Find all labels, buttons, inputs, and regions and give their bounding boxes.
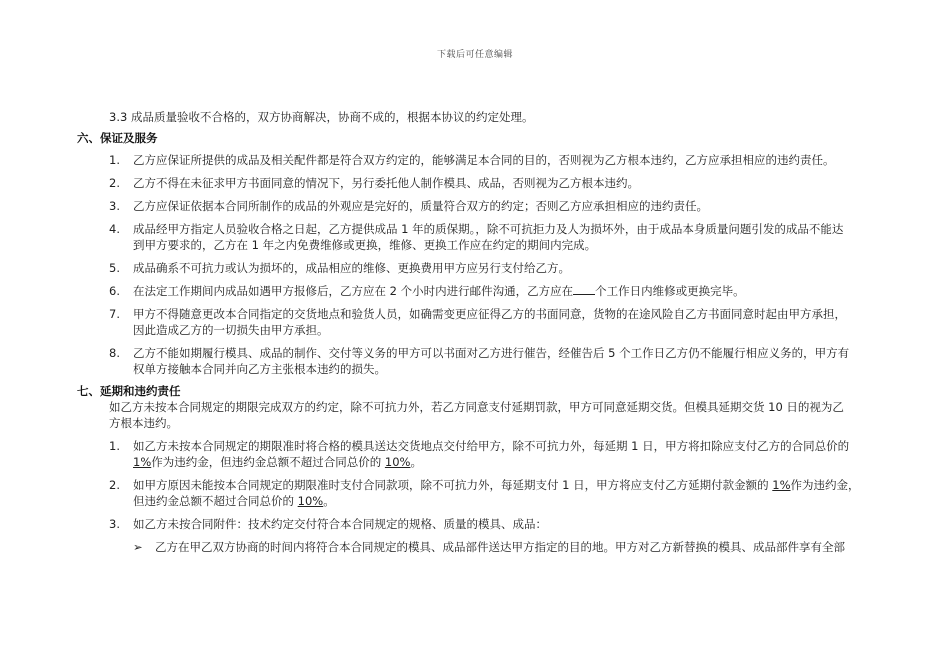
penalty-cap: 10%: [297, 494, 324, 508]
item-text-continued: [133, 454, 422, 470]
blank-field: [573, 283, 595, 295]
list-item: [109, 221, 844, 237]
item-text: 乙方不能如期履行模具、成品的制作、交付等义务的甲方可以书面对乙方进行催告，经催告后 5 个工作日乙方仍不能履行相应义务的，甲方有: [133, 346, 850, 360]
item-number: 2.: [109, 478, 120, 492]
bullet-text: 乙方在甲乙双方协商的时间内将符合本合同规定的模具、成品部件送达甲方指定的目的地。甲方对乙方新替换的模具、成品部件享有全部: [155, 540, 845, 554]
item-number: 7.: [109, 307, 120, 321]
section-6-title: 六、保证及服务: [77, 131, 158, 145]
item-text: 成品经甲方指定人员验收合格之日起，乙方提供成品 1 年的质保期。，除不可抗拒力及人为损坏外，由于成品本身质量问题引发的成品不能达: [133, 222, 844, 236]
item-number: 3.: [109, 517, 120, 531]
item-text-end: 。: [323, 494, 335, 508]
item-number: 4.: [109, 222, 120, 236]
item-text: [133, 283, 745, 299]
item-text: [133, 477, 860, 493]
item-text: 乙方不得在未征求甲方书面同意的情况下，另行委托他人制作模具、成品，否则视为乙方根本违约。: [133, 176, 639, 190]
list-item: [109, 345, 850, 361]
item-number: 8.: [109, 346, 120, 360]
list-item: [109, 198, 708, 214]
item-text-pre: 如甲方原因未能按本合同规定的期限准时支付合同款项，除不可抗力外，每延期支付 1 日，甲方将应支付乙方延期付款金额的: [133, 478, 773, 492]
item-text-mid: 作为违约金，但违约金总额不超过合同总价的: [151, 455, 385, 469]
penalty-rate: 1%: [133, 455, 152, 469]
item-text-pre: 在法定工作期间内成品如遇甲方报修后，乙方应在 2 个小时内进行邮件沟通，乙方应在: [133, 284, 574, 298]
item-number: 5.: [109, 261, 120, 275]
list-item: [109, 438, 850, 454]
list-item: [109, 516, 547, 532]
section-7-title: 七、延期和违约责任: [77, 384, 181, 398]
section-7-intro-continued: 方根本违约。: [109, 416, 178, 430]
list-item: [109, 152, 835, 168]
list-item: [109, 283, 745, 299]
bullet-item: [133, 539, 845, 555]
item-text-continued: 到甲方要求的，乙方在 1 年之内免费维修或更换，维修、更换工作应在约定的期间内完成。: [133, 238, 597, 252]
item-text-end: 。: [410, 455, 422, 469]
item-text: 乙方应保证依据本合同所制作的成品的外观应是完好的，质量符合双方的约定；否则乙方应承担相应的违约责任。: [133, 199, 708, 213]
list-item: [109, 477, 860, 493]
arrow-bullet-icon: ➢: [133, 540, 143, 554]
item-text: 成品确系不可抗力或认为损坏的，成品相应的维修、更换费用甲方应另行支付给乙方。: [133, 261, 570, 275]
list-item: [109, 175, 639, 191]
section-7-intro: 如乙方未按本合同规定的期限完成双方的约定，除不可抗力外，若乙方同意支付延期罚款，甲方可同意延期交货。但模具延期交货 10 日的视为乙: [109, 400, 844, 414]
penalty-rate: 1%: [772, 478, 791, 492]
item-text-post: 个工作日内维修或更换完毕。: [595, 284, 745, 298]
item-text-continued: 权单方接触本合同并向乙方主张根本违约的损失。: [133, 362, 386, 376]
item-number: 2.: [109, 176, 120, 190]
item-text-pre: 但违约金总额不超过合同总价的: [133, 494, 298, 508]
item-text: 甲方不得随意更改本合同指定的交货地点和验货人员，如确需变更应征得乙方的书面同意，货物的在途风险自乙方书面同意时起由甲方承担，: [133, 307, 846, 321]
item-text-post: 作为违约金，: [790, 478, 860, 492]
clause-3-3: 3.3 成品质量验收不合格的，双方协商解决，协商不成的，根据本协议的约定处理。: [109, 110, 534, 124]
page-header: 下载后可任意编辑: [436, 50, 513, 60]
item-text-continued: [133, 493, 335, 509]
item-number: 1.: [109, 439, 120, 453]
item-number: 3.: [109, 199, 120, 213]
penalty-cap: 10%: [384, 455, 411, 469]
item-text: 乙方应保证所提供的成品及相关配件都是符合双方约定的，能够满足本合同的目的，否则视为乙方根本违约，乙方应承担相应的违约责任。: [133, 153, 835, 167]
list-item: [109, 260, 570, 276]
item-number: 6.: [109, 284, 120, 298]
item-text-continued: 因此造成乙方的一切损失由甲方承担。: [133, 323, 329, 337]
item-text: 如乙方未按合同附件：技术约定交付符合本合同规定的规格、质量的模具、成品：: [133, 517, 547, 531]
list-item: [109, 306, 846, 322]
item-text: 如乙方未按本合同规定的期限准时将合格的模具送达交货地点交付给甲方，除不可抗力外，每延期 1 日，甲方将扣除应支付乙方的合同总价的: [133, 439, 850, 453]
item-number: 1.: [109, 153, 120, 167]
